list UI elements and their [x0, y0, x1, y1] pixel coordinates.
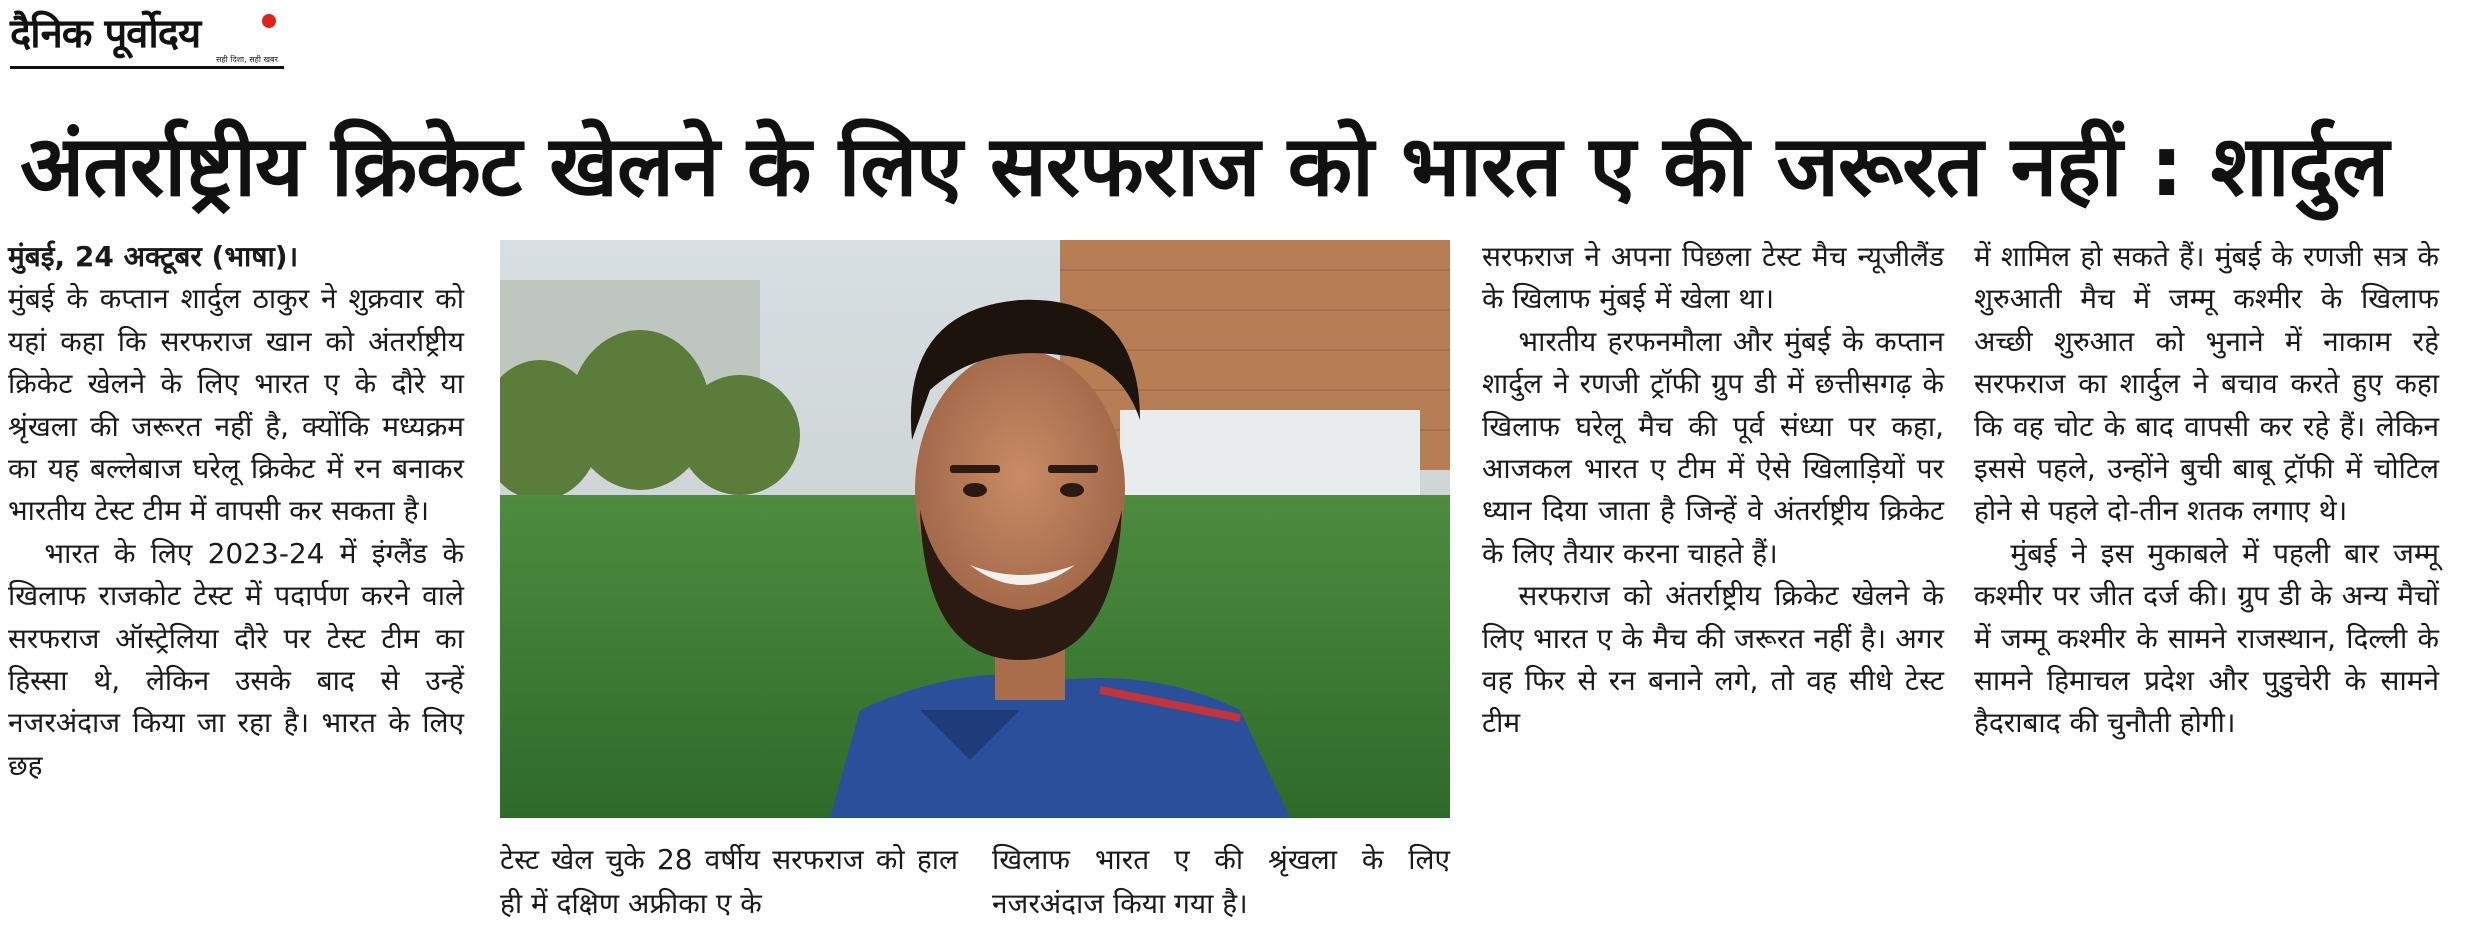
paragraph: मुंबई के कप्तान शार्दुल ठाकुर ने शुक्रवार को यहां कहा कि सरफराज खान को अंतर्राष्ट्रीय क्रिकेट खेलने के लिए भारत ए के दौरे या श्रृंखला की जरूरत नहीं है, क्योंकि मध्यक्रम का यह बल्लेबाज घरेलू क्रिकेट में रन बनाकर भारतीय टेस्ट टीम में वापसी कर सकता है।	[8, 282, 464, 528]
masthead-dot-icon	[262, 14, 276, 28]
masthead-rule	[10, 66, 284, 69]
article-headline: अंतर्राष्ट्रीय क्रिकेट खेलने के लिए सरफराज को भारत ए की जरूरत नहीं : शार्दुल	[20, 117, 2389, 215]
paragraph: भारतीय हरफनमौला और मुंबई के कप्तान शार्दुल ने रणजी ट्रॉफी ग्रुप डी में छत्तीसगढ़ के खिलाफ घरेलू मैच की पूर्व संध्या पर कहा, आजकल भारत ए टीम में ऐसे खिलाड़ियों पर ध्यान दिया जाता है जिन्हें वे अंतर्राष्ट्रीय क्रिकेट के लिए तैयार करना चाहते हैं।	[1482, 324, 1944, 570]
paragraph: में शामिल हो सकते हैं। मुंबई के रणजी सत्र के शुरुआती मैच में जम्मू कश्मीर के खिलाफ अच्छी शुरुआत को भुनाने में नाकाम रहे सरफराज का शार्दुल ने बचाव करते हुए कहा कि वह चोट के बाद वापसी कर रहे हैं। लेकिन इससे पहले, उन्होंने बुची बाबू ट्रॉफी में चोटिल होने से पहले दो-तीन शतक लगाए थे।	[1974, 240, 2439, 528]
article-column-2a: टेस्ट खेल चुके 28 वर्षीय सरफराज को हाल ही में दक्षिण अफ्रीका ए के	[500, 843, 958, 920]
dateline: मुंबई, 24 अक्टूबर (भाषा)।	[8, 240, 299, 273]
article-column-1	[8, 236, 464, 787]
masthead-tagline: सही दिशा, सही खबर	[216, 55, 278, 64]
paragraph: भारत के लिए 2023-24 में इंग्लैंड के खिलाफ राजकोट टेस्ट में पदार्पण करने वाले सरफराज ऑस्ट्रेलिया दौरे पर टेस्ट टीम का हिस्सा थे, लेकिन उसके बाद से उन्हें नजरअंदाज किया जा रहा है। भारत के लिए छह	[8, 536, 464, 782]
article-photo	[500, 240, 1450, 818]
paragraph: मुंबई ने इस मुकाबले में पहली बार जम्मू कश्मीर पर जीत दर्ज की। ग्रुप डी के अन्य मैचों में जम्मू कश्मीर के सामने राजस्थान, दिल्ली के सामने हिमाचल प्रदेश और पुडुचेरी के सामने हैदराबाद की चुनौती होगी।	[1974, 536, 2439, 740]
paragraph: सरफराज ने अपना पिछला टेस्ट मैच न्यूजीलैंड के खिलाफ मुंबई में खेला था।	[1482, 240, 1944, 316]
article-column-3	[1482, 236, 1944, 745]
article-column-4	[1974, 236, 2439, 745]
masthead-title: दैनिक पूर्वोदय	[10, 11, 201, 57]
masthead-logo	[10, 4, 288, 74]
article-column-2b: खिलाफ भारत ए की श्रृंखला के लिए नजरअंदाज किया गया है।	[992, 843, 1450, 920]
paragraph: सरफराज को अंतर्राष्ट्रीय क्रिकेट खेलने के लिए भारत ए के मैच की जरूरत नहीं है। अगर वह फिर से रन बनाने लगे, तो वह सीधे टेस्ट टीम	[1482, 579, 1944, 740]
